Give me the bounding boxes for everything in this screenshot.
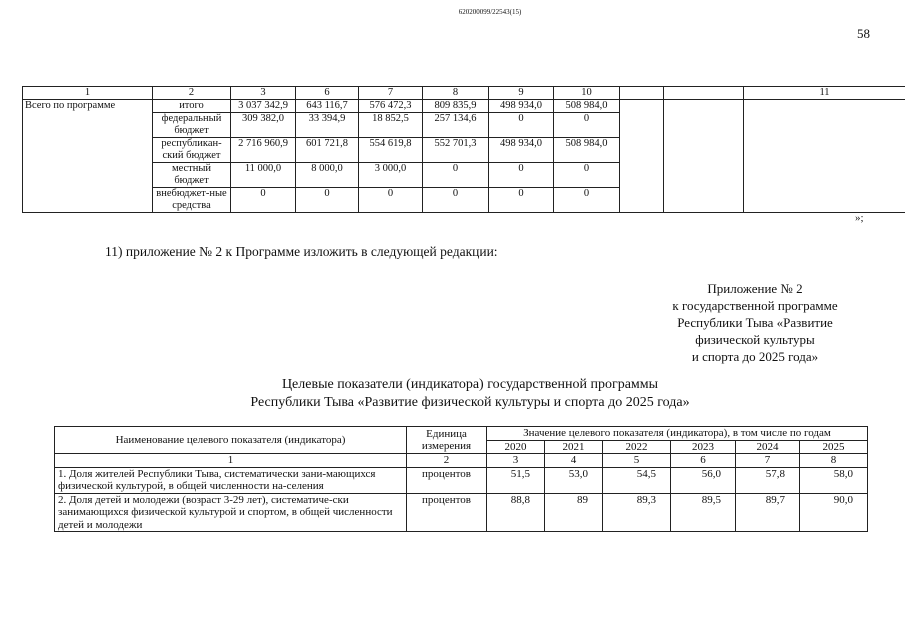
column-number: 8 xyxy=(423,87,489,100)
cell-value: 508 984,0 xyxy=(554,138,620,163)
column-number: 2 xyxy=(153,87,231,100)
empty-cell xyxy=(620,87,664,100)
closing-quote-mark: »; xyxy=(855,212,864,224)
funding-source: внебюджет-ные средства xyxy=(153,188,231,213)
header-year: 2023 xyxy=(671,440,736,454)
header-year: 2020 xyxy=(487,440,545,454)
indicator-unit: процентов xyxy=(407,467,487,493)
table-row xyxy=(23,100,905,113)
empty-cell xyxy=(664,87,744,100)
funding-table xyxy=(22,86,905,213)
cell-value: 0 xyxy=(231,188,296,213)
column-number: 3 xyxy=(487,454,545,468)
cell-value: 508 984,0 xyxy=(554,100,620,113)
column-number: 7 xyxy=(359,87,423,100)
cell-value: 643 116,7 xyxy=(296,100,359,113)
cell-value: 58,0 xyxy=(800,467,868,493)
cell-value: 88,8 xyxy=(487,493,545,532)
column-number: 4 xyxy=(545,454,603,468)
indicators-table-title xyxy=(130,376,810,412)
funding-source: итого xyxy=(153,100,231,113)
cell-value: 0 xyxy=(423,163,489,188)
cell-value: 11 000,0 xyxy=(231,163,296,188)
cell-value: 0 xyxy=(489,163,554,188)
funding-source: республикан-ский бюджет xyxy=(153,138,231,163)
header-indicator: Наименование целевого показателя (индикатора) xyxy=(55,427,407,454)
appendix-line: к государственной программе xyxy=(672,298,838,313)
cell-value: 0 xyxy=(296,188,359,213)
cell-value: 0 xyxy=(489,188,554,213)
column-number: 3 xyxy=(231,87,296,100)
column-number: 2 xyxy=(407,454,487,468)
indicator-name: 1. Доля жителей Республики Тыва, систематически зани-мающихся физической культурой, в общей численности на-селения xyxy=(55,467,407,493)
funding-source: федеральный бюджет xyxy=(153,113,231,138)
appendix-line: Республики Тыва «Развитие xyxy=(677,315,833,330)
header-value-group: Значение целевого показателя (индикатора), в том числе по годам xyxy=(487,427,868,441)
cell-value: 89 xyxy=(545,493,603,532)
document-id: 620200099/22543(15) xyxy=(458,8,522,16)
column-number: 7 xyxy=(736,454,800,468)
header-year: 2022 xyxy=(603,440,671,454)
header-year: 2021 xyxy=(545,440,603,454)
header-year: 2024 xyxy=(736,440,800,454)
cell-value: 2 716 960,9 xyxy=(231,138,296,163)
cell-value: 51,5 xyxy=(487,467,545,493)
cell-value: 601 721,8 xyxy=(296,138,359,163)
appendix-line: физической культуры xyxy=(695,332,815,347)
cell-value: 89,7 xyxy=(736,493,800,532)
empty-cell xyxy=(744,100,905,213)
cell-value: 0 xyxy=(423,188,489,213)
cell-value: 57,8 xyxy=(736,467,800,493)
cell-value: 498 934,0 xyxy=(489,100,554,113)
column-number: 9 xyxy=(489,87,554,100)
header-unit: Единица измерения xyxy=(407,427,487,454)
cell-value: 576 472,3 xyxy=(359,100,423,113)
header-year: 2025 xyxy=(800,440,868,454)
row-label: Всего по программе xyxy=(23,100,153,213)
appendix-line: и спорта до 2025 года» xyxy=(691,349,819,364)
cell-value: 3 000,0 xyxy=(359,163,423,188)
cell-value: 0 xyxy=(554,188,620,213)
cell-value: 3 037 342,9 xyxy=(231,100,296,113)
cell-value: 53,0 xyxy=(545,467,603,493)
funding-source: местный бюджет xyxy=(153,163,231,188)
cell-value: 552 701,3 xyxy=(423,138,489,163)
column-number: 6 xyxy=(671,454,736,468)
column-number: 11 xyxy=(744,87,905,100)
appendix-heading xyxy=(600,280,905,365)
indicator-name: 2. Доля детей и молодежи (возраст 3-29 лет), систематиче-ски занимающихся физической культурой и спортом, в общей численности детей и молодежи xyxy=(55,493,407,532)
empty-cell xyxy=(620,100,664,213)
cell-value: 89,5 xyxy=(671,493,736,532)
cell-value: 33 394,9 xyxy=(296,113,359,138)
indicator-unit: процентов xyxy=(407,493,487,532)
table-header-row xyxy=(55,427,868,441)
appendix-line: Приложение № 2 xyxy=(707,281,803,296)
column-number: 6 xyxy=(296,87,359,100)
cell-value: 0 xyxy=(359,188,423,213)
column-number: 10 xyxy=(554,87,620,100)
column-number: 5 xyxy=(603,454,671,468)
column-number: 1 xyxy=(23,87,153,100)
cell-value: 554 619,8 xyxy=(359,138,423,163)
cell-value: 18 852,5 xyxy=(359,113,423,138)
cell-value: 0 xyxy=(489,113,554,138)
indicators-table xyxy=(54,426,868,532)
empty-cell xyxy=(664,100,744,213)
column-number-row xyxy=(55,454,868,468)
table-row xyxy=(23,87,905,100)
cell-value: 0 xyxy=(554,163,620,188)
cell-value: 89,3 xyxy=(603,493,671,532)
cell-value: 56,0 xyxy=(671,467,736,493)
amendment-item-11: 11) приложение № 2 к Программе изложить в следующей редакции: xyxy=(105,244,498,259)
table-row xyxy=(55,493,868,532)
column-number: 8 xyxy=(800,454,868,468)
title-line: Целевые показатели (индикатора) государственной программы xyxy=(281,377,659,392)
cell-value: 309 382,0 xyxy=(231,113,296,138)
title-line: Республики Тыва «Развитие физической культуры и спорта до 2025 года» xyxy=(250,395,690,410)
cell-value: 0 xyxy=(554,113,620,138)
cell-value: 498 934,0 xyxy=(489,138,554,163)
cell-value: 257 134,6 xyxy=(423,113,489,138)
page-number: 58 xyxy=(857,26,870,41)
cell-value: 8 000,0 xyxy=(296,163,359,188)
table-row xyxy=(55,467,868,493)
cell-value: 54,5 xyxy=(603,467,671,493)
cell-value: 809 835,9 xyxy=(423,100,489,113)
cell-value: 90,0 xyxy=(800,493,868,532)
column-number: 1 xyxy=(55,454,407,468)
